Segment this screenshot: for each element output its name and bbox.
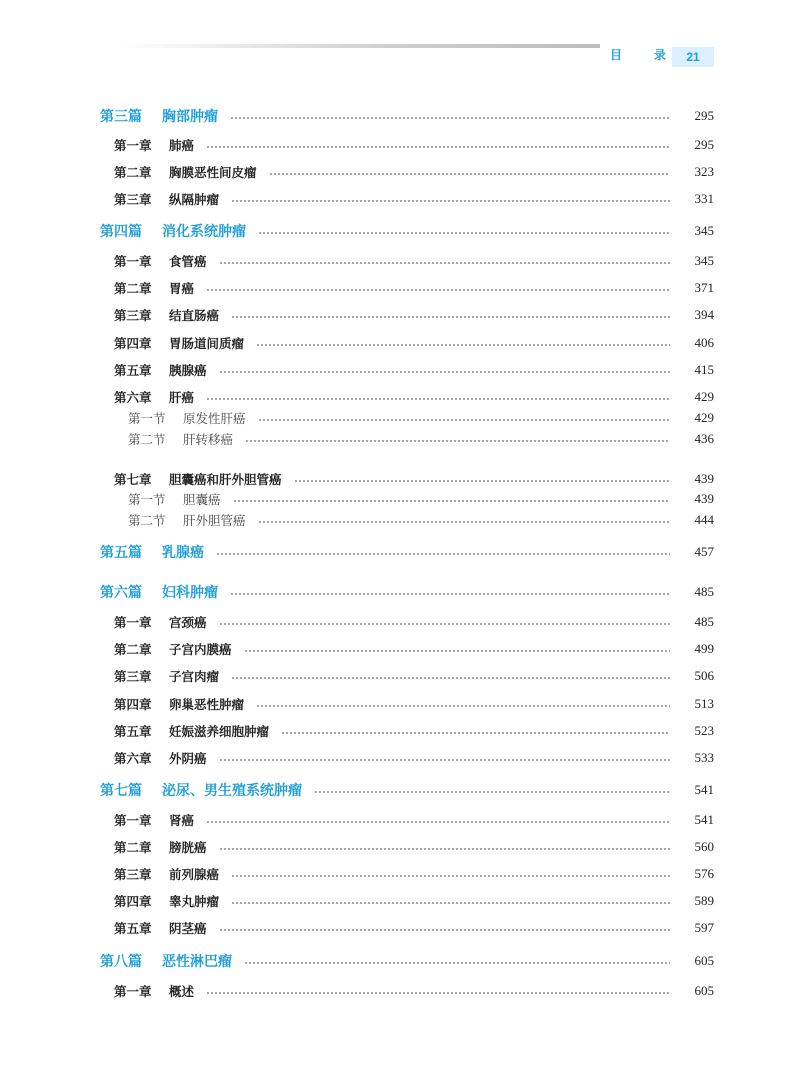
toc-entry-title: 胆囊癌和肝外胆管癌 (169, 472, 282, 487)
toc-entry-page: 560 (694, 839, 714, 854)
toc-entry-title: 结直肠癌 (169, 308, 220, 323)
toc-entry-title: 阴茎癌 (169, 921, 207, 936)
toc-entry-page: 345 (694, 223, 714, 238)
toc-entry-number: 第四章 (114, 697, 152, 712)
toc-entry-title: 妇科肿瘤 (162, 585, 218, 601)
toc-entry-page: 371 (694, 280, 714, 295)
toc-entry-label (100, 582, 218, 602)
toc-entry-page: 533 (694, 750, 714, 765)
toc-entry-title: 宫颈癌 (169, 615, 207, 630)
toc-entry-label (100, 221, 246, 241)
toc-entry-title: 肝外胆管癌 (183, 513, 246, 528)
toc-entry-chap (0, 161, 800, 183)
toc-entry-chap (0, 611, 800, 633)
toc-entry-label (128, 409, 246, 427)
toc-entry-label (114, 470, 282, 488)
toc-entry-page: 605 (694, 953, 714, 968)
toc-entry-number: 第一节 (128, 492, 166, 507)
toc-leader-dots (206, 821, 670, 823)
toc-entry-sect (0, 407, 800, 429)
toc-entry-title: 纵隔肿瘤 (169, 192, 220, 207)
toc-entry-title: 食管癌 (169, 254, 207, 269)
toc-leader-dots (206, 146, 670, 148)
toc-entry-title: 胆囊癌 (183, 492, 221, 507)
toc-entry-label (114, 838, 207, 856)
toc-entry-number: 第一章 (114, 254, 152, 269)
toc-leader-dots (231, 902, 670, 904)
toc-entry-title: 外阴癌 (169, 751, 207, 766)
toc-entry-title: 恶性淋巴瘤 (162, 954, 232, 970)
toc-entry-chap (0, 277, 800, 299)
toc-entry-page: 541 (694, 812, 714, 827)
toc-entry-title: 肝癌 (169, 390, 195, 405)
toc-entry-label (114, 136, 194, 154)
toc-entry-chap (0, 665, 800, 687)
toc-entry-chap (0, 809, 800, 831)
toc-entry-title: 肺癌 (169, 138, 195, 153)
toc-leader-dots (231, 875, 670, 877)
toc-entry-chap (0, 304, 800, 326)
toc-entry-number: 第一章 (114, 138, 152, 153)
toc-entry-label (114, 749, 207, 767)
toc-entry-number: 第七篇 (100, 783, 142, 799)
toc-entry-chap (0, 863, 800, 885)
toc-entry-label (114, 190, 219, 208)
toc-leader-dots (206, 398, 670, 400)
toc-leader-dots (314, 791, 670, 793)
toc-leader-dots (219, 759, 670, 761)
toc-entry-chap (0, 134, 800, 156)
toc-entry-label (100, 542, 204, 562)
toc-entry-number: 第四章 (114, 336, 152, 351)
toc-entry-page: 406 (694, 335, 714, 350)
toc-entry-label (114, 811, 194, 829)
toc-entry-title: 胃肠道间质瘤 (169, 336, 245, 351)
toc-leader-dots (294, 480, 670, 482)
toc-leader-dots (231, 316, 670, 318)
toc-entry-part (0, 779, 800, 801)
header-label-char-1: 目 (610, 47, 623, 62)
toc-leader-dots (230, 593, 670, 595)
toc-leader-dots (230, 117, 670, 119)
toc-entry-chap (0, 917, 800, 939)
toc-entry-page: 429 (694, 389, 714, 404)
toc-entry-page: 436 (694, 431, 714, 446)
toc-entry-title: 膀胱癌 (169, 840, 207, 855)
toc-entry-label (114, 334, 244, 352)
toc-entry-number: 第一章 (114, 813, 152, 828)
toc-entry-page: 439 (694, 491, 714, 506)
toc-entry-title: 前列腺癌 (169, 867, 220, 882)
toc-entry-page: 331 (694, 191, 714, 206)
toc-entry-number: 第四章 (114, 894, 152, 909)
toc-entry-chap (0, 188, 800, 210)
toc-entry-title: 睾丸肿瘤 (169, 894, 220, 909)
toc-entry-part (0, 220, 800, 242)
toc-leader-dots (206, 992, 670, 994)
toc-entry-label (114, 892, 219, 910)
toc-entry-page: 295 (694, 108, 714, 123)
toc-entry-page: 513 (694, 696, 714, 711)
toc-entry-page: 485 (694, 584, 714, 599)
toc-entry-title: 泌尿、男生殖系统肿瘤 (162, 783, 302, 799)
toc-entry-chap (0, 890, 800, 912)
toc-entry-number: 第六篇 (100, 585, 142, 601)
toc-entry-title: 子宫肉瘤 (169, 669, 220, 684)
toc-entry-page: 457 (694, 544, 714, 559)
toc-entry-label (114, 722, 269, 740)
toc-entry-title: 妊娠滋养细胞肿瘤 (169, 724, 270, 739)
toc-entry-label (114, 613, 207, 631)
toc-leader-dots (206, 289, 670, 291)
toc-entry-number: 第五章 (114, 363, 152, 378)
toc-leader-dots (256, 344, 670, 346)
toc-entry-title: 消化系统肿瘤 (162, 224, 246, 240)
toc-entry-number: 第六章 (114, 390, 152, 405)
toc-entry-chap (0, 359, 800, 381)
toc-entry-number: 第三章 (114, 669, 152, 684)
toc-leader-dots (258, 232, 670, 234)
toc-entry-label (114, 982, 194, 1000)
toc-entry-page: 429 (694, 410, 714, 425)
toc-entry-chap (0, 250, 800, 272)
toc-entry-number: 第五章 (114, 921, 152, 936)
toc-entry-title: 肾癌 (169, 813, 195, 828)
toc-entry-label (114, 640, 232, 658)
toc-entry-title: 肝转移癌 (183, 432, 234, 447)
toc-entry-label (128, 511, 246, 529)
toc-leader-dots (231, 677, 670, 679)
toc-leader-dots (231, 200, 670, 202)
toc-entry-page: 589 (694, 893, 714, 908)
toc-entry-title: 子宫内膜癌 (169, 642, 232, 657)
toc-entry-title: 概述 (169, 984, 195, 999)
header-label-char-2: 录 (653, 47, 666, 62)
toc-entry-page: 444 (694, 512, 714, 527)
toc-leader-dots (258, 521, 670, 523)
toc-entry-sect (0, 488, 800, 510)
toc-entry-title: 胰腺癌 (169, 363, 207, 378)
toc-entry-number: 第四篇 (100, 224, 142, 240)
toc-entry-page: 576 (694, 866, 714, 881)
toc-entry-number: 第八篇 (100, 954, 142, 970)
toc-entry-number: 第五章 (114, 724, 152, 739)
toc-entry-page: 295 (694, 137, 714, 152)
toc-entry-chap (0, 386, 800, 408)
toc-leader-dots (233, 500, 670, 502)
toc-entry-sect (0, 428, 800, 450)
toc-entry-chap (0, 720, 800, 742)
toc-entry-number: 第三章 (114, 308, 152, 323)
toc-leader-dots (245, 440, 670, 442)
toc-entry-number: 第二章 (114, 642, 152, 657)
toc-entry-label (114, 279, 194, 297)
toc-leader-dots (219, 371, 670, 373)
toc-leader-dots (258, 419, 670, 421)
toc-entry-label (100, 951, 232, 971)
toc-entry-number: 第一章 (114, 615, 152, 630)
toc-entry-label (114, 252, 207, 270)
toc-entry-chap (0, 332, 800, 354)
toc-entry-number: 第六章 (114, 751, 152, 766)
toc-entry-part (0, 950, 800, 972)
toc-entry-page: 439 (694, 471, 714, 486)
toc-leader-dots (256, 705, 670, 707)
toc-entry-label (100, 106, 218, 126)
toc-entry-page: 345 (694, 253, 714, 268)
toc-entry-title: 胸膜恶性间皮瘤 (169, 165, 257, 180)
toc-entry-label (114, 163, 257, 181)
toc-entry-chap (0, 836, 800, 858)
toc-entry-chap (0, 638, 800, 660)
toc-entry-number: 第七章 (114, 472, 152, 487)
toc-entry-title: 胸部肿瘤 (162, 109, 218, 125)
toc-entry-label (114, 667, 219, 685)
toc-entry-number: 第二节 (128, 432, 166, 447)
toc-leader-dots (219, 262, 670, 264)
toc-entry-chap (0, 693, 800, 715)
toc-leader-dots (281, 732, 670, 734)
toc-entry-sect (0, 509, 800, 531)
header-label (610, 44, 666, 64)
toc-entry-chap (0, 468, 800, 490)
toc-entry-number: 第一章 (114, 984, 152, 999)
toc-entry-title: 卵巢恶性肿瘤 (169, 697, 245, 712)
toc-entry-number: 第二章 (114, 281, 152, 296)
toc-entry-number: 第二章 (114, 165, 152, 180)
toc-entry-label (114, 306, 219, 324)
header-rule (120, 44, 600, 48)
toc-entry-page: 485 (694, 614, 714, 629)
toc-leader-dots (244, 650, 670, 652)
toc-leader-dots (219, 623, 670, 625)
toc-entry-title: 胃癌 (169, 281, 195, 296)
toc-entry-part (0, 541, 800, 563)
toc-entry-page: 506 (694, 668, 714, 683)
toc-entry-label (114, 695, 244, 713)
toc-entry-number: 第二章 (114, 840, 152, 855)
toc-entry-page: 541 (694, 782, 714, 797)
toc-entry-label (114, 919, 207, 937)
toc-entry-number: 第五篇 (100, 545, 142, 561)
toc-entry-label (114, 361, 207, 379)
toc-leader-dots (219, 929, 670, 931)
toc-entry-label (114, 865, 219, 883)
toc-entry-page: 415 (694, 362, 714, 377)
toc-leader-dots (244, 962, 670, 964)
toc-entry-page: 323 (694, 164, 714, 179)
toc-entry-part (0, 105, 800, 127)
toc-entry-label (100, 780, 302, 800)
toc-entry-chap (0, 747, 800, 769)
toc-entry-number: 第三篇 (100, 109, 142, 125)
toc-entry-number: 第一节 (128, 411, 166, 426)
toc-entry-label (128, 490, 221, 508)
toc-entry-number: 第二节 (128, 513, 166, 528)
toc-entry-page: 523 (694, 723, 714, 738)
toc-entry-number: 第三章 (114, 867, 152, 882)
page-number: 21 (672, 47, 714, 67)
toc-leader-dots (219, 848, 670, 850)
toc-entry-label (128, 430, 233, 448)
toc-entry-title: 乳腺癌 (162, 545, 204, 561)
toc-leader-dots (216, 553, 670, 555)
toc-entry-chap (0, 980, 800, 1002)
toc-entry-title: 原发性肝癌 (183, 411, 246, 426)
toc-entry-part (0, 581, 800, 603)
toc-entry-number: 第三章 (114, 192, 152, 207)
toc-leader-dots (269, 173, 670, 175)
toc-entry-label (114, 388, 194, 406)
toc-entry-page: 605 (694, 983, 714, 998)
toc-entry-page: 394 (694, 307, 714, 322)
toc-entry-page: 597 (694, 920, 714, 935)
toc-entry-page: 499 (694, 641, 714, 656)
